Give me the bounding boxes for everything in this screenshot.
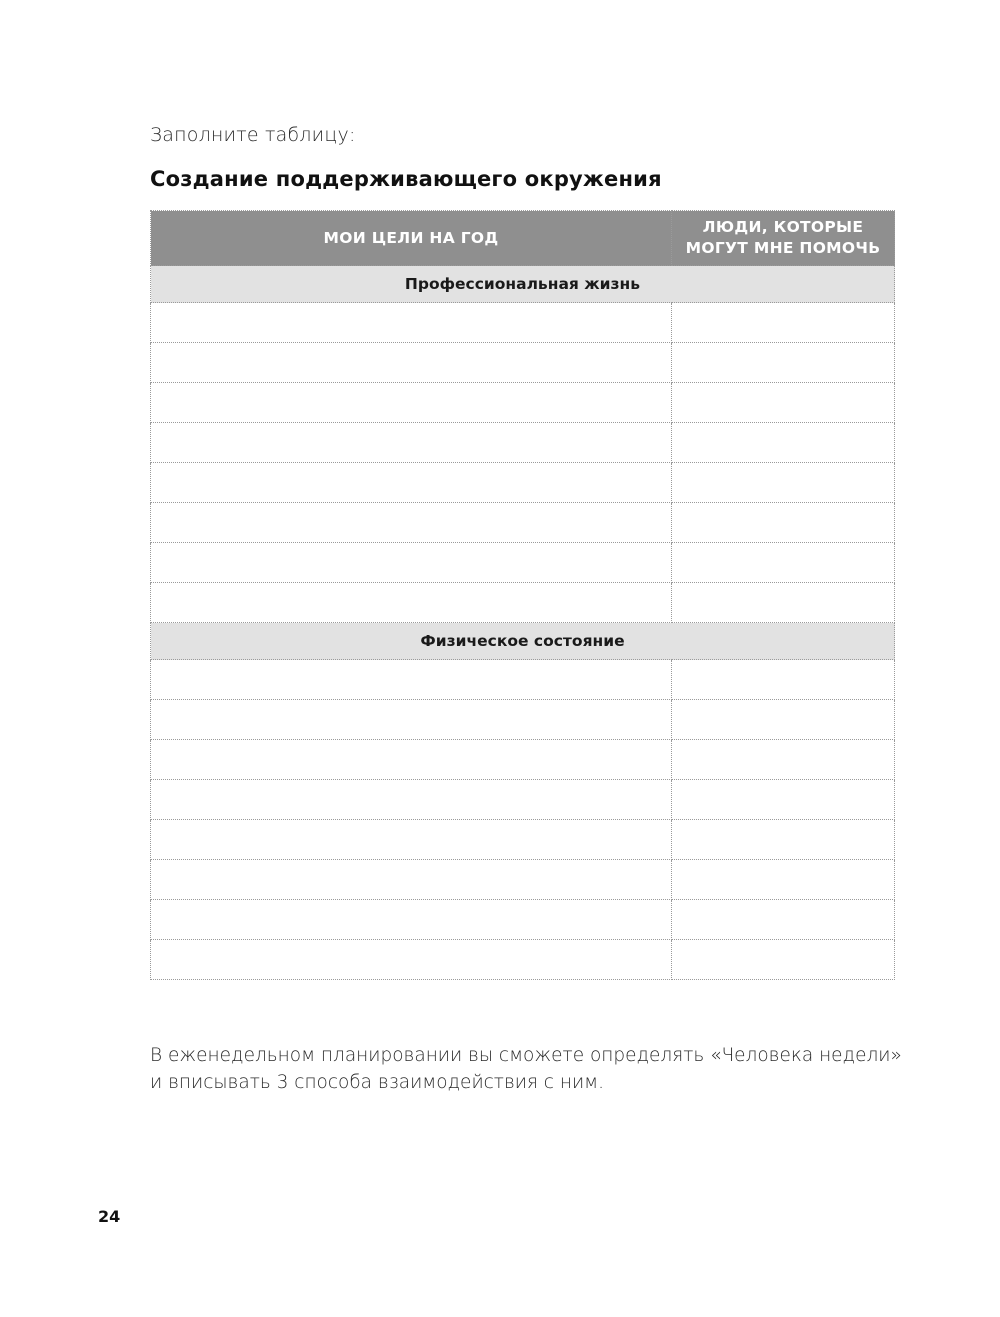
table-row [151, 820, 895, 860]
people-cell [672, 583, 895, 623]
goal-cell [151, 423, 672, 463]
table-row [151, 860, 895, 900]
goal-cell [151, 503, 672, 543]
table-header-row [151, 211, 895, 266]
people-cell [672, 820, 895, 860]
people-cell [672, 660, 895, 700]
people-cell [672, 463, 895, 503]
goal-cell [151, 940, 672, 980]
intro-text: Заполните таблицу: [150, 124, 356, 146]
section-row [151, 266, 895, 303]
goal-cell [151, 780, 672, 820]
people-cell [672, 343, 895, 383]
people-cell [672, 740, 895, 780]
table-row [151, 740, 895, 780]
goal-cell [151, 463, 672, 503]
goal-cell [151, 583, 672, 623]
people-cell [672, 700, 895, 740]
section-label: Физическое состояние [151, 623, 895, 660]
goal-cell [151, 860, 672, 900]
closing-line-1: В еженедельном планировании вы сможете определять «Человека недели» [150, 1045, 902, 1066]
table-row [151, 940, 895, 980]
people-cell [672, 860, 895, 900]
table-row [151, 343, 895, 383]
goal-cell [151, 900, 672, 940]
people-cell [672, 423, 895, 463]
table-row [151, 660, 895, 700]
people-cell [672, 543, 895, 583]
table-row [151, 303, 895, 343]
people-cell [672, 503, 895, 543]
worksheet-title: Создание поддерживающего окружения [150, 167, 662, 191]
people-cell [672, 940, 895, 980]
table-row [151, 780, 895, 820]
header-people-line2: МОГУТ МНЕ ПОМОЧЬ [685, 239, 881, 257]
table-row [151, 423, 895, 463]
header-goals: МОИ ЦЕЛИ НА ГОД [151, 211, 672, 266]
section-label: Профессиональная жизнь [151, 266, 895, 303]
table-row [151, 543, 895, 583]
table-row [151, 583, 895, 623]
header-people-line1: ЛЮДИ, КОТОРЫЕ [702, 218, 864, 236]
section-row [151, 623, 895, 660]
people-cell [672, 303, 895, 343]
table-row [151, 463, 895, 503]
people-cell [672, 900, 895, 940]
header-people [672, 211, 895, 266]
table-body [151, 266, 895, 980]
goal-cell [151, 343, 672, 383]
table-row [151, 900, 895, 940]
goal-cell [151, 740, 672, 780]
closing-paragraph [150, 1042, 910, 1096]
table-row [151, 700, 895, 740]
people-cell [672, 780, 895, 820]
goal-cell [151, 543, 672, 583]
goal-cell [151, 660, 672, 700]
goal-cell [151, 303, 672, 343]
table-row [151, 503, 895, 543]
page-number: 24 [98, 1207, 121, 1226]
table-row [151, 383, 895, 423]
goal-cell [151, 700, 672, 740]
supportive-environment-table [150, 210, 895, 980]
closing-line-2: и вписывать 3 способа взаимодействия с ним. [150, 1072, 604, 1093]
goal-cell [151, 383, 672, 423]
people-cell [672, 383, 895, 423]
goal-cell [151, 820, 672, 860]
